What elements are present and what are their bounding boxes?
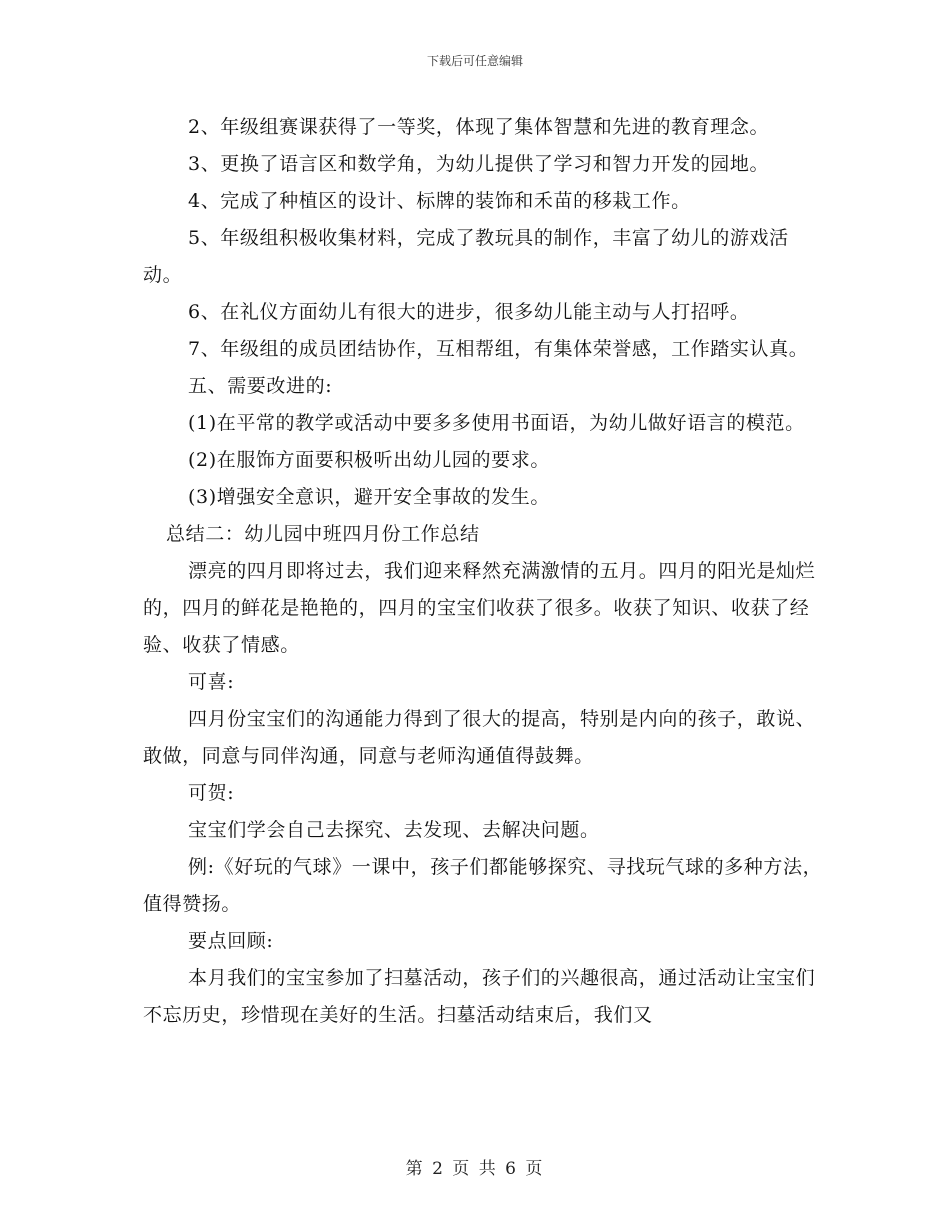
section-heading-summary-two: 总结二：幼儿园中班四月份工作总结 <box>166 523 480 545</box>
paragraph-balloon-example: 例:《好玩的气球》一课中，孩子们都能够探究、寻找玩气球的多种方法，值得赞扬。 <box>143 856 823 915</box>
section-heading-improvements: 五、需要改进的: <box>188 375 333 397</box>
paragraph-improvement-1: (1)在平常的教学或活动中要多多使用书面语，为幼儿做好语言的模范。 <box>188 412 805 434</box>
paragraph-improvement-3: (3)增强安全意识，避开安全事故的发生。 <box>188 486 550 508</box>
paragraph-achievement-2: 2、年级组赛课获得了一等奖，体现了集体智慧和先进的教育理念。 <box>188 116 770 138</box>
subheading-review: 要点回顾: <box>188 930 274 952</box>
paragraph-achievement-5: 5、年级组积极收集材料，完成了教玩具的制作，丰富了幼儿的游戏活动。 <box>143 227 789 286</box>
paragraph-tomb-sweeping: 本月我们的宝宝参加了扫墓活动，孩子们的兴趣很高，通过活动让宝宝们不忘历史，珍惜现在美好的生活。扫墓活动结束后，我们又 <box>143 967 816 1026</box>
paragraph-achievement-3: 3、更换了语言区和数学角，为幼儿提供了学习和智力开发的园地。 <box>188 153 770 175</box>
paragraph-achievement-7: 7、年级组的成员团结协作，互相帮组，有集体荣誉感，工作踏实认真。 <box>188 338 809 360</box>
subheading-gratifying: 可喜: <box>188 671 235 693</box>
page-number: 第 2 页 共 6 页 <box>405 1159 545 1179</box>
paragraph-achievement-6: 6、在礼仪方面幼儿有很大的进步，很多幼儿能主动与人打招呼。 <box>188 301 750 323</box>
paragraph-improvement-2: (2)在服饰方面要积极听出幼儿园的要求。 <box>188 449 550 471</box>
paragraph-achievement-4: 4、完成了种植区的设计、标牌的装饰和禾苗的移栽工作。 <box>188 190 691 212</box>
paragraph-exploration: 宝宝们学会自己去探究、去发现、去解决问题。 <box>188 819 600 841</box>
document-body <box>143 109 823 1034</box>
paragraph-communication: 四月份宝宝们的沟通能力得到了很大的提高，特别是内向的孩子，敢说、敢做，同意与同伴沟通，同意与老师沟通值得鼓舞。 <box>143 708 816 767</box>
paragraph-april-intro: 漂亮的四月即将过去，我们迎来释然充满激情的五月。四月的阳光是灿烂的，四月的鲜花是艳艳的，四月的宝宝们收获了很多。收获了知识、收获了经验、收获了情感。 <box>143 560 816 656</box>
page-header: 下载后可任意编辑 <box>426 54 523 68</box>
subheading-congratulations: 可贺: <box>188 782 235 804</box>
